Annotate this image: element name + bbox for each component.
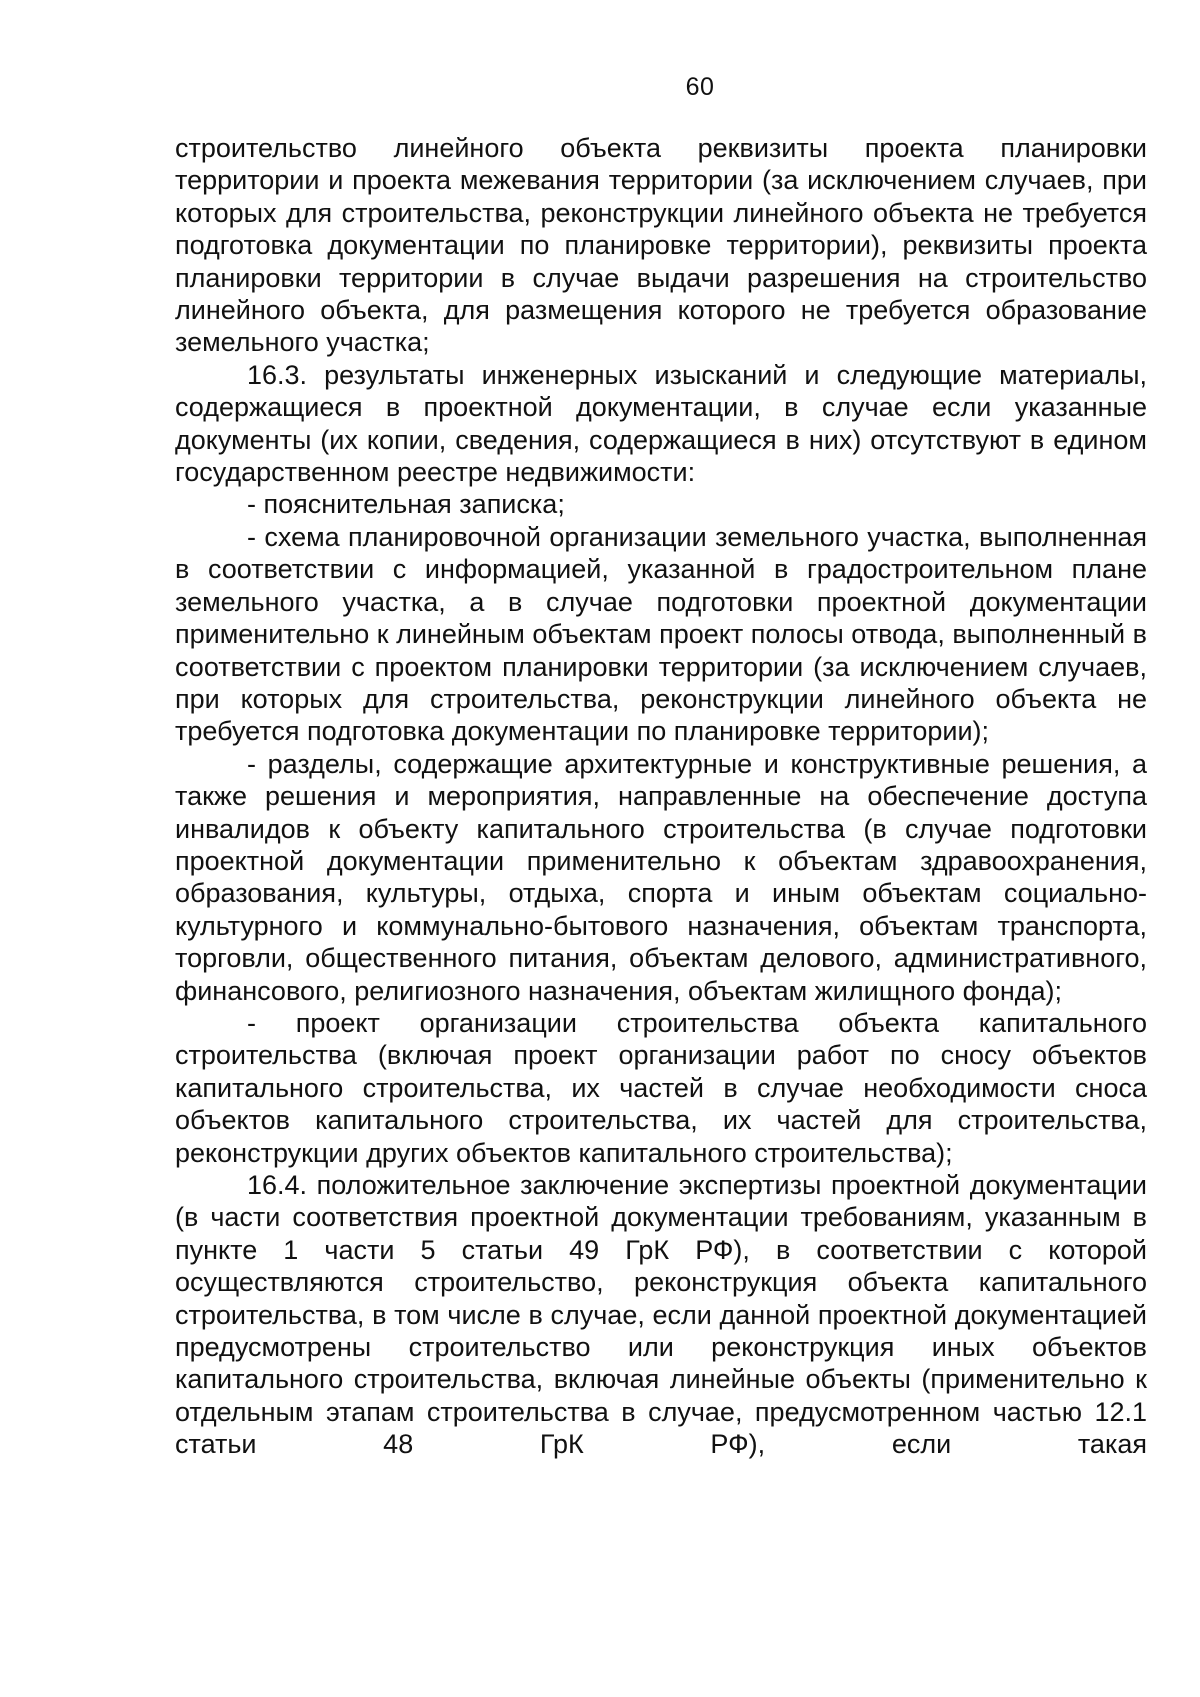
list-item-explanatory-note: - пояснительная записка; [247,489,565,520]
list-item-site-plan-scheme: - схема планировочной организации земельного участка, выполненная в соответствии с информацией, указанной в градостроительном плане земельного участка, а в случае подготовки проектной документации применительно к линейным объектам проект полосы отвода, выполненный в соответствии с проектом планировки территории (за исключением случаев, при которых для строительства, реконструкции линейного объекта не требуется подготовка документации по планировке территории); [175,521,1147,747]
page-number: 60 [685,73,715,101]
list-item-construction-organization: - проект организации строительства объекта капитального строительства (включая проект организации работ по сносу объектов капитального строительства, их частей в случае необходимости сноса объектов капитального строительства, их частей для строительства, реконструкции других объектов капитального строительства); [175,1007,1147,1168]
paragraph-16-3: 16.3. результаты инженерных изысканий и следующие материалы, содержащиеся в проектной документации, в случае если указанные документы (их копии, сведения, содержащиеся в них) отсутствуют в едином государственном реестре недвижимости: [175,359,1147,488]
paragraph-16-4: 16.4. положительное заключение экспертизы проектной документации (в части соответствия проектной документации требованиям, указанным в пункте 1 части 5 статьи 49 ГрК РФ), в соответствии с которой осуществляются строительство, реконструкция объекта капитального строительства, в том числе в случае, если данной проектной документацией предусмотрены строительство или реконструкция иных объектов капитального строительства, включая линейные объекты (применительно к отдельным этапам строительства в случае, предусмотренном частью 12.1 статьи 48 ГрК РФ), если такая [175,1170,1147,1460]
paragraph-1: строительство линейного объекта реквизиты проекта планировки территории и проекта межевания территории (за исключением случаев, при которых для строительства, реконструкции линейного объекта не требуется подготовка документации по планировке территории), реквизиты проекта планировки территории в случае выдачи разрешения на строительство линейного объекта, для размещения которого не требуется образование земельного участка; [175,133,1147,358]
document-body [175,132,1147,1461]
list-item-architectural-sections: - разделы, содержащие архитектурные и конструктивные решения, а также решения и мероприятия, направленные на обеспечение доступа инвалидов к объекту капитального строительства (в случае подготовки проектной документации применительно к объектам здравоохранения, образования, культуры, отдыха, спорта и иным объектам социально-культурного и коммунально-бытового назначения, объектам транспорта, торговли, общественного питания, объектам делового, административного, финансового, религиозного назначения, объектам жилищного фонда); [175,748,1147,1006]
